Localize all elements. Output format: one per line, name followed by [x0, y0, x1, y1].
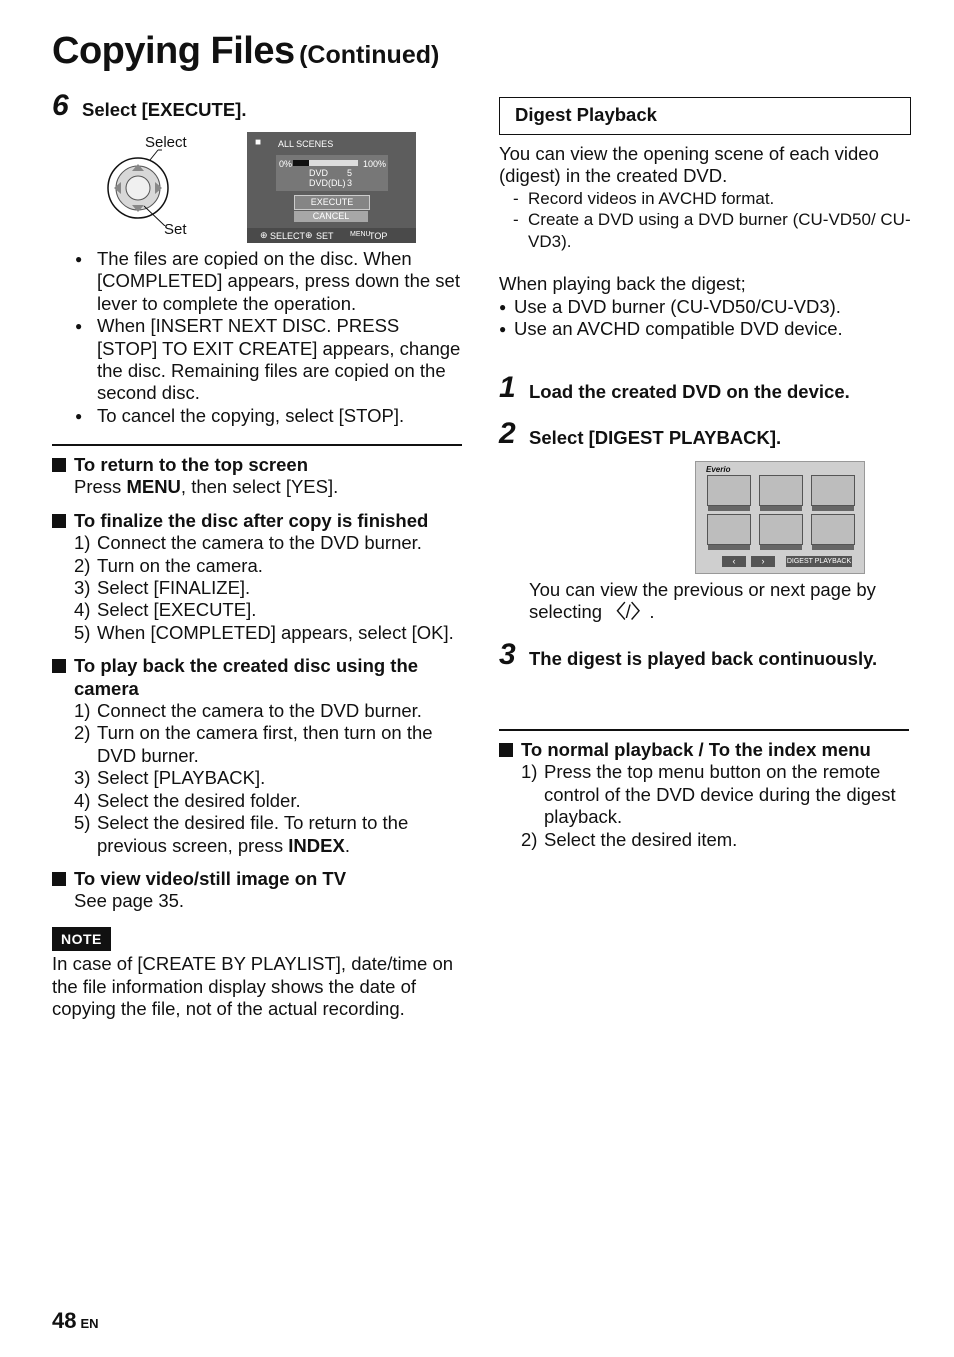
page-number: 48 EN: [52, 1308, 99, 1333]
dvd-value: 5: [347, 168, 353, 178]
thumbnail[interactable]: [811, 514, 855, 545]
list-item: ● When [INSERT NEXT DISC. PRESS [STOP] TO EXIT CREATE] appears, change the disc. Remaining files are copied on the second disc.: [75, 315, 462, 405]
pct-end: 100%: [363, 159, 387, 169]
list-item: 2) Select the desired item.: [521, 828, 738, 850]
pct-start: 0%: [279, 159, 293, 169]
execute-option[interactable]: EXECUTE: [294, 195, 370, 210]
title-main: Copying Files: [52, 30, 295, 72]
select-label: Select: [145, 134, 187, 151]
note-label: NOTE: [52, 927, 111, 951]
finalize-steps: [52, 532, 462, 644]
digest-playback-box: Digest Playback: [499, 97, 911, 135]
playback-heading: To play back the created disc using the camera: [52, 655, 462, 700]
thumbnail[interactable]: [707, 514, 751, 545]
cancel-option[interactable]: CANCEL: [294, 211, 368, 222]
list-item: 4) Select [EXECUTE].: [74, 599, 257, 621]
step-6: [52, 89, 462, 122]
thumbnail[interactable]: [759, 475, 803, 506]
left-content: [52, 248, 462, 427]
dial-icon: [100, 146, 200, 226]
thumbnail[interactable]: [759, 514, 803, 545]
list-item: - Create a DVD using a DVD burner (CU-VD50/ CU-VD3).: [513, 210, 911, 251]
divider: [499, 729, 909, 731]
next-page-button[interactable]: ›: [751, 556, 775, 567]
left-column: [52, 89, 462, 122]
view-tv-text: See page 35.: [74, 890, 185, 912]
normal-playback-heading: To normal playback / To the index menu: [499, 739, 911, 761]
when-text: When playing back the digest;: [499, 273, 746, 295]
list-item: 2) Turn on the camera.: [74, 554, 263, 576]
note-text: In case of [CREATE BY PLAYLIST], date/time on the file information display shows the date of copying the file, not of the actual recording.: [52, 953, 454, 1019]
step-text: Load the created DVD on the device.: [529, 381, 850, 402]
step-number: 1: [499, 371, 516, 404]
footer-set: SET: [316, 231, 334, 241]
execute-screen: [247, 132, 416, 243]
list-item: 2) Turn on the camera first, then turn on the DVD burner.: [74, 722, 433, 766]
footer-top: TOP: [369, 231, 388, 241]
thumbnail[interactable]: [707, 475, 751, 506]
prev-next-text: You can view the previous or next page by selecting 〈/〉.: [529, 579, 876, 623]
right-column: [499, 143, 911, 341]
list-item: 1) Connect the camera to the DVD burner.: [74, 700, 422, 722]
step-text: Select [EXECUTE].: [82, 99, 247, 120]
step-2: [499, 417, 911, 450]
step-number: 3: [499, 638, 516, 671]
title-suffix: (Continued): [299, 41, 440, 69]
list-item: 1) Connect the camera to the DVD burner.: [74, 532, 422, 554]
list-item: ● Use an AVCHD compatible DVD device.: [499, 318, 911, 340]
progress-panel: [276, 155, 388, 191]
set-lever-illustration: [100, 132, 200, 240]
divider: [52, 444, 462, 446]
list-item: 3) Select [FINALIZE].: [74, 577, 251, 599]
step-text: The digest is played back continuously.: [529, 648, 878, 669]
left-tips: [52, 454, 462, 1020]
list-item: - Record videos in AVCHD format.: [513, 188, 775, 208]
progress-fill: [293, 160, 309, 166]
everio-logo: Everio: [706, 465, 731, 474]
scenes-icon: ■: [255, 137, 262, 148]
list-item: ● To cancel the copying, select [STOP].: [75, 405, 462, 427]
footer-select: SELECT: [270, 231, 306, 241]
chevron-left-icon: 〈: [607, 601, 626, 623]
step-number: 2: [499, 417, 516, 450]
list-item: 5) When [COMPLETED] appears, select [OK].: [74, 621, 454, 643]
step-3: [499, 638, 911, 671]
return-top-heading: To return to the top screen: [52, 454, 462, 476]
set-icon: ⊕: [305, 230, 313, 240]
right-steps: [499, 371, 911, 450]
digest-screen: [695, 461, 865, 574]
step-1: [499, 371, 911, 404]
step-number: 6: [52, 89, 69, 122]
progress-bar: [293, 160, 358, 166]
list-item: 4) Select the desired folder.: [74, 789, 301, 811]
chevron-right-icon: 〉: [630, 601, 650, 623]
list-item: ● Use a DVD burner (CU-VD50/CU-VD3).: [499, 296, 911, 318]
menu-icon: MENU: [350, 231, 371, 238]
screen-header: ALL SCENES: [278, 139, 334, 149]
step-text: Select [DIGEST PLAYBACK].: [529, 427, 782, 448]
view-tv-heading: To view video/still image on TV: [52, 868, 462, 890]
right-step3: [499, 638, 911, 671]
thumbnail[interactable]: [811, 475, 855, 506]
list-item: 5) Select the desired file. To return to the previous screen, press INDEX.: [74, 812, 409, 856]
screen-footer: [247, 228, 416, 243]
playback-steps: [52, 700, 462, 857]
list-item: 1) Press the top menu button on the remote control of the DVD device during the digest playback.: [521, 761, 896, 828]
dvd-label: DVD: [309, 168, 329, 178]
dvddl-label: DVD(DL): [309, 178, 346, 188]
prev-page-button[interactable]: ‹: [722, 556, 746, 567]
normal-playback-section: [499, 739, 911, 851]
intro-text: You can view the opening scene of each video (digest) in the created DVD.: [499, 143, 879, 187]
dvddl-value: 3: [347, 178, 353, 188]
list-item: 3) Select [PLAYBACK].: [74, 767, 266, 789]
digest-playback-button[interactable]: DIGEST PLAYBACK: [786, 558, 852, 565]
set-label: Set: [164, 221, 187, 238]
finalize-heading: To finalize the disc after copy is finished: [52, 510, 462, 532]
select-icon: ⊕: [260, 230, 268, 240]
list-item: ● The files are copied on the disc. When [COMPLETED] appears, press down the set lever to complete the operation.: [75, 248, 462, 315]
return-top-text: Press MENU, then select [YES].: [74, 476, 339, 498]
page-title: [52, 30, 439, 73]
